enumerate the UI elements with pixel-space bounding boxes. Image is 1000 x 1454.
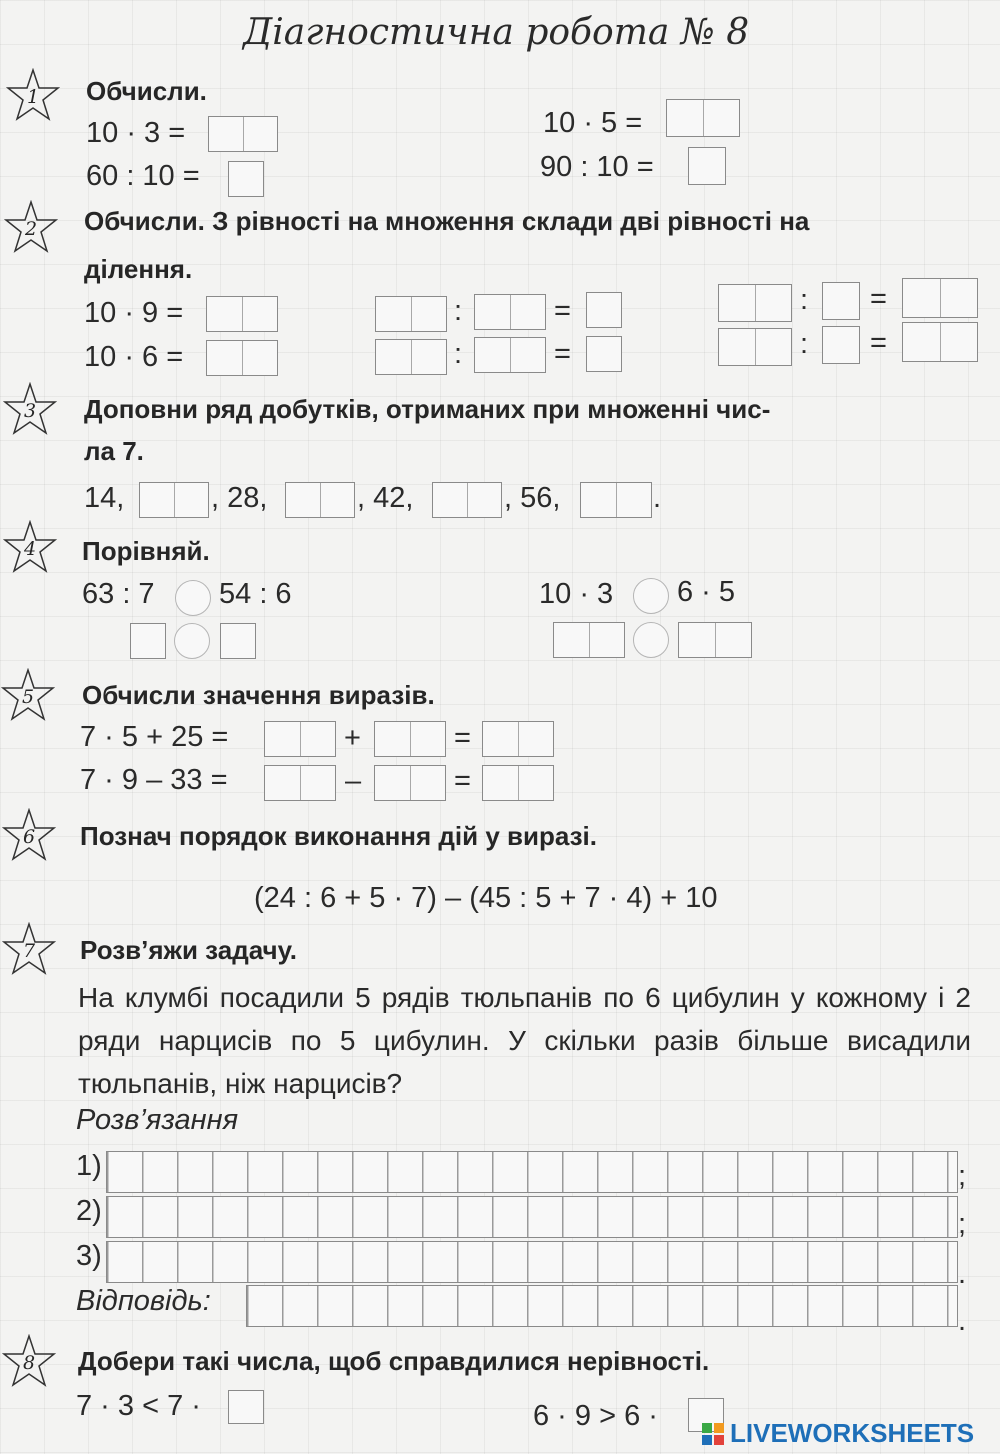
operator: + bbox=[344, 722, 361, 754]
logo-text: LIVEWORKSHEETS bbox=[730, 1418, 975, 1448]
answer-box[interactable] bbox=[580, 482, 652, 518]
expression: 90 : 10 = bbox=[540, 151, 654, 183]
quotient-box[interactable] bbox=[586, 336, 622, 372]
expression: 10 · 9 = bbox=[84, 297, 184, 329]
operator: : bbox=[800, 284, 809, 316]
inequality: 7 · 3 < 7 · bbox=[76, 1390, 201, 1422]
divisor-box[interactable] bbox=[474, 337, 546, 373]
answer-box[interactable] bbox=[228, 161, 264, 197]
task-heading-continued: ділення. bbox=[84, 254, 193, 284]
solution-row[interactable] bbox=[106, 1196, 958, 1238]
answer-box[interactable] bbox=[482, 721, 554, 757]
task-heading: Познач порядок виконання дій у виразі. bbox=[80, 821, 598, 851]
task-number-star: 1 bbox=[6, 68, 60, 122]
operator: = bbox=[870, 327, 887, 359]
expression: 10 · 3 = bbox=[86, 117, 186, 149]
dividend-box[interactable] bbox=[375, 296, 447, 332]
expression-right: 6 · 5 bbox=[677, 576, 736, 608]
quotient-box[interactable] bbox=[586, 292, 622, 328]
problem-text: На клумбі посадили 5 рядів тюльпанів по 6 цибулин у кожному і 2 ряди нарцисів по 5 цибулин. У скільки разів більше висадили тюльпанів, ніж нарцисів? bbox=[78, 982, 971, 1099]
sequence-number: , 56, bbox=[504, 482, 561, 514]
compare-circle[interactable] bbox=[175, 580, 211, 616]
expression-left: 63 : 7 bbox=[82, 578, 155, 610]
step-label: 2) bbox=[76, 1195, 102, 1227]
expression: (24 : 6 + 5 · 7) – (45 : 5 + 7 · 4) + 10 bbox=[254, 882, 718, 914]
task-number-star: 4 bbox=[3, 520, 57, 574]
answer-box[interactable] bbox=[228, 1390, 264, 1424]
step-label: 1) bbox=[76, 1150, 102, 1182]
task-number-star: 3 bbox=[3, 382, 57, 436]
answer-box[interactable] bbox=[432, 482, 502, 518]
quotient-box[interactable] bbox=[902, 322, 978, 362]
punctuation: . bbox=[958, 1258, 967, 1290]
sequence-number: , 42, bbox=[357, 482, 414, 514]
sequence-number: 14, bbox=[84, 482, 125, 514]
answer-box[interactable] bbox=[374, 721, 446, 757]
expression-left: 10 · 3 bbox=[539, 578, 614, 610]
expression-right: 54 : 6 bbox=[219, 578, 292, 610]
page-title: Діагностична робота № 8 bbox=[243, 12, 750, 53]
sequence-end: . bbox=[653, 482, 662, 514]
compare-circle[interactable] bbox=[633, 578, 669, 614]
inequality: 6 · 9 > 6 · bbox=[533, 1400, 658, 1432]
answer-box[interactable] bbox=[666, 99, 740, 137]
answer-box[interactable] bbox=[678, 622, 752, 658]
answer-box[interactable] bbox=[264, 765, 336, 801]
operator: = bbox=[554, 338, 571, 370]
operator: : bbox=[454, 295, 463, 327]
dividend-box[interactable] bbox=[718, 284, 792, 322]
quotient-box[interactable] bbox=[902, 278, 978, 318]
task-heading-continued: ла 7. bbox=[84, 436, 144, 466]
liveworksheets-logo bbox=[702, 1418, 974, 1449]
divisor-box[interactable] bbox=[822, 282, 860, 320]
expression: 7 · 5 + 25 = bbox=[80, 721, 229, 753]
answer-box[interactable] bbox=[130, 623, 166, 659]
solution-row[interactable] bbox=[106, 1151, 958, 1193]
divisor-box[interactable] bbox=[474, 294, 546, 330]
answer-box[interactable] bbox=[139, 482, 209, 518]
task-number-star: 6 bbox=[2, 808, 56, 862]
task-heading: Обчисли значення виразів. bbox=[82, 680, 435, 710]
task-heading: Обчисли. З рівності на множення склади дві рівності на bbox=[84, 206, 810, 236]
task-heading: Обчисли. bbox=[86, 76, 207, 106]
operator: = bbox=[454, 765, 471, 797]
expression: 10 · 6 = bbox=[84, 341, 184, 373]
answer-box[interactable] bbox=[482, 765, 554, 801]
operator: – bbox=[345, 765, 362, 797]
task-heading: Доповни ряд добутків, отриманих при множенні чис- bbox=[84, 394, 771, 424]
punctuation: ; bbox=[958, 1208, 967, 1240]
sequence-number: , 28, bbox=[211, 482, 268, 514]
operator: = bbox=[554, 295, 571, 327]
answer-box[interactable] bbox=[264, 721, 336, 757]
operator: : bbox=[454, 338, 463, 370]
answer-box[interactable] bbox=[688, 147, 726, 185]
expression: 7 · 9 – 33 = bbox=[80, 764, 228, 796]
expression: 10 · 5 = bbox=[543, 107, 643, 139]
answer-box[interactable] bbox=[553, 622, 625, 658]
punctuation: . bbox=[958, 1305, 967, 1337]
task-number-star: 7 bbox=[2, 922, 56, 976]
task-heading: Порівняй. bbox=[82, 536, 210, 566]
punctuation: ; bbox=[958, 1160, 967, 1192]
task-heading: Розв’яжи задачу. bbox=[80, 935, 298, 965]
divisor-box[interactable] bbox=[822, 326, 860, 364]
expression: 60 : 10 = bbox=[86, 160, 200, 192]
operator: = bbox=[870, 283, 887, 315]
solution-label: Розв’язання bbox=[76, 1104, 239, 1136]
step-label: 3) bbox=[76, 1240, 102, 1272]
dividend-box[interactable] bbox=[375, 339, 447, 375]
answer-box[interactable] bbox=[206, 340, 278, 376]
answer-box[interactable] bbox=[374, 765, 446, 801]
dividend-box[interactable] bbox=[718, 328, 792, 366]
solution-row[interactable] bbox=[106, 1241, 958, 1283]
operator: : bbox=[800, 328, 809, 360]
answer-box[interactable] bbox=[206, 296, 278, 332]
logo-icon bbox=[702, 1423, 724, 1445]
compare-circle[interactable] bbox=[633, 622, 669, 658]
answer-box[interactable] bbox=[220, 623, 256, 659]
task-heading: Добери такі числа, щоб справдилися нерівності. bbox=[78, 1346, 710, 1376]
task-number-star: 2 bbox=[4, 200, 58, 254]
task-number-star: 5 bbox=[1, 668, 55, 722]
compare-circle[interactable] bbox=[174, 623, 210, 659]
answer-label: Відповідь: bbox=[76, 1285, 211, 1317]
operator: = bbox=[454, 722, 471, 754]
answer-box[interactable] bbox=[285, 482, 355, 518]
answer-row[interactable] bbox=[246, 1285, 958, 1327]
task-number-star: 8 bbox=[2, 1334, 56, 1388]
answer-box[interactable] bbox=[208, 116, 278, 152]
